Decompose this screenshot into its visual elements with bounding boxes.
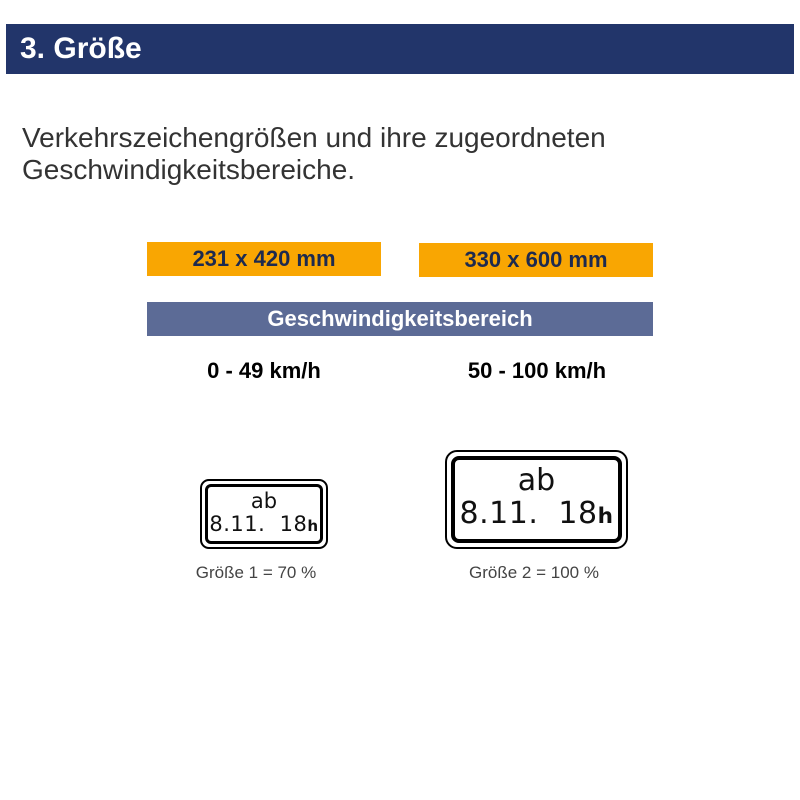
sign-hour-unit: h bbox=[307, 517, 319, 535]
sign-line-date bbox=[209, 512, 318, 538]
speed-range-1: 0 - 49 km/h bbox=[207, 358, 321, 383]
sign-line-ab: ab bbox=[250, 489, 278, 513]
sign-caption-1: Größe 1 = 70 % bbox=[195, 563, 317, 582]
sign-frame bbox=[205, 484, 323, 544]
sign-caption-2: Größe 2 = 100 % bbox=[469, 563, 599, 582]
sign-hour-unit: h bbox=[597, 504, 614, 529]
size-label-1: 231 x 420 mm bbox=[147, 242, 381, 276]
section-header bbox=[6, 24, 794, 74]
sign-date-text: 8.11. 18 bbox=[209, 512, 308, 536]
size-label-2: 330 x 600 mm bbox=[419, 243, 653, 277]
sign-frame bbox=[451, 456, 622, 543]
speed-range-2: 50 - 100 km/h bbox=[467, 358, 607, 383]
sign-date-text: 8.11. 18 bbox=[459, 496, 598, 531]
traffic-sign-size-2 bbox=[445, 450, 628, 549]
section-title: 3. Größe bbox=[20, 32, 142, 65]
sign-line-date bbox=[460, 497, 614, 534]
speed-range-header: Geschwindigkeitsbereich bbox=[147, 302, 653, 336]
sign-line-ab: ab bbox=[517, 463, 556, 498]
traffic-sign-size-1 bbox=[200, 479, 328, 549]
intro-text: Verkehrszeichengrößen und ihre zugeordneten Geschwindigkeitsbereiche. bbox=[22, 122, 606, 185]
